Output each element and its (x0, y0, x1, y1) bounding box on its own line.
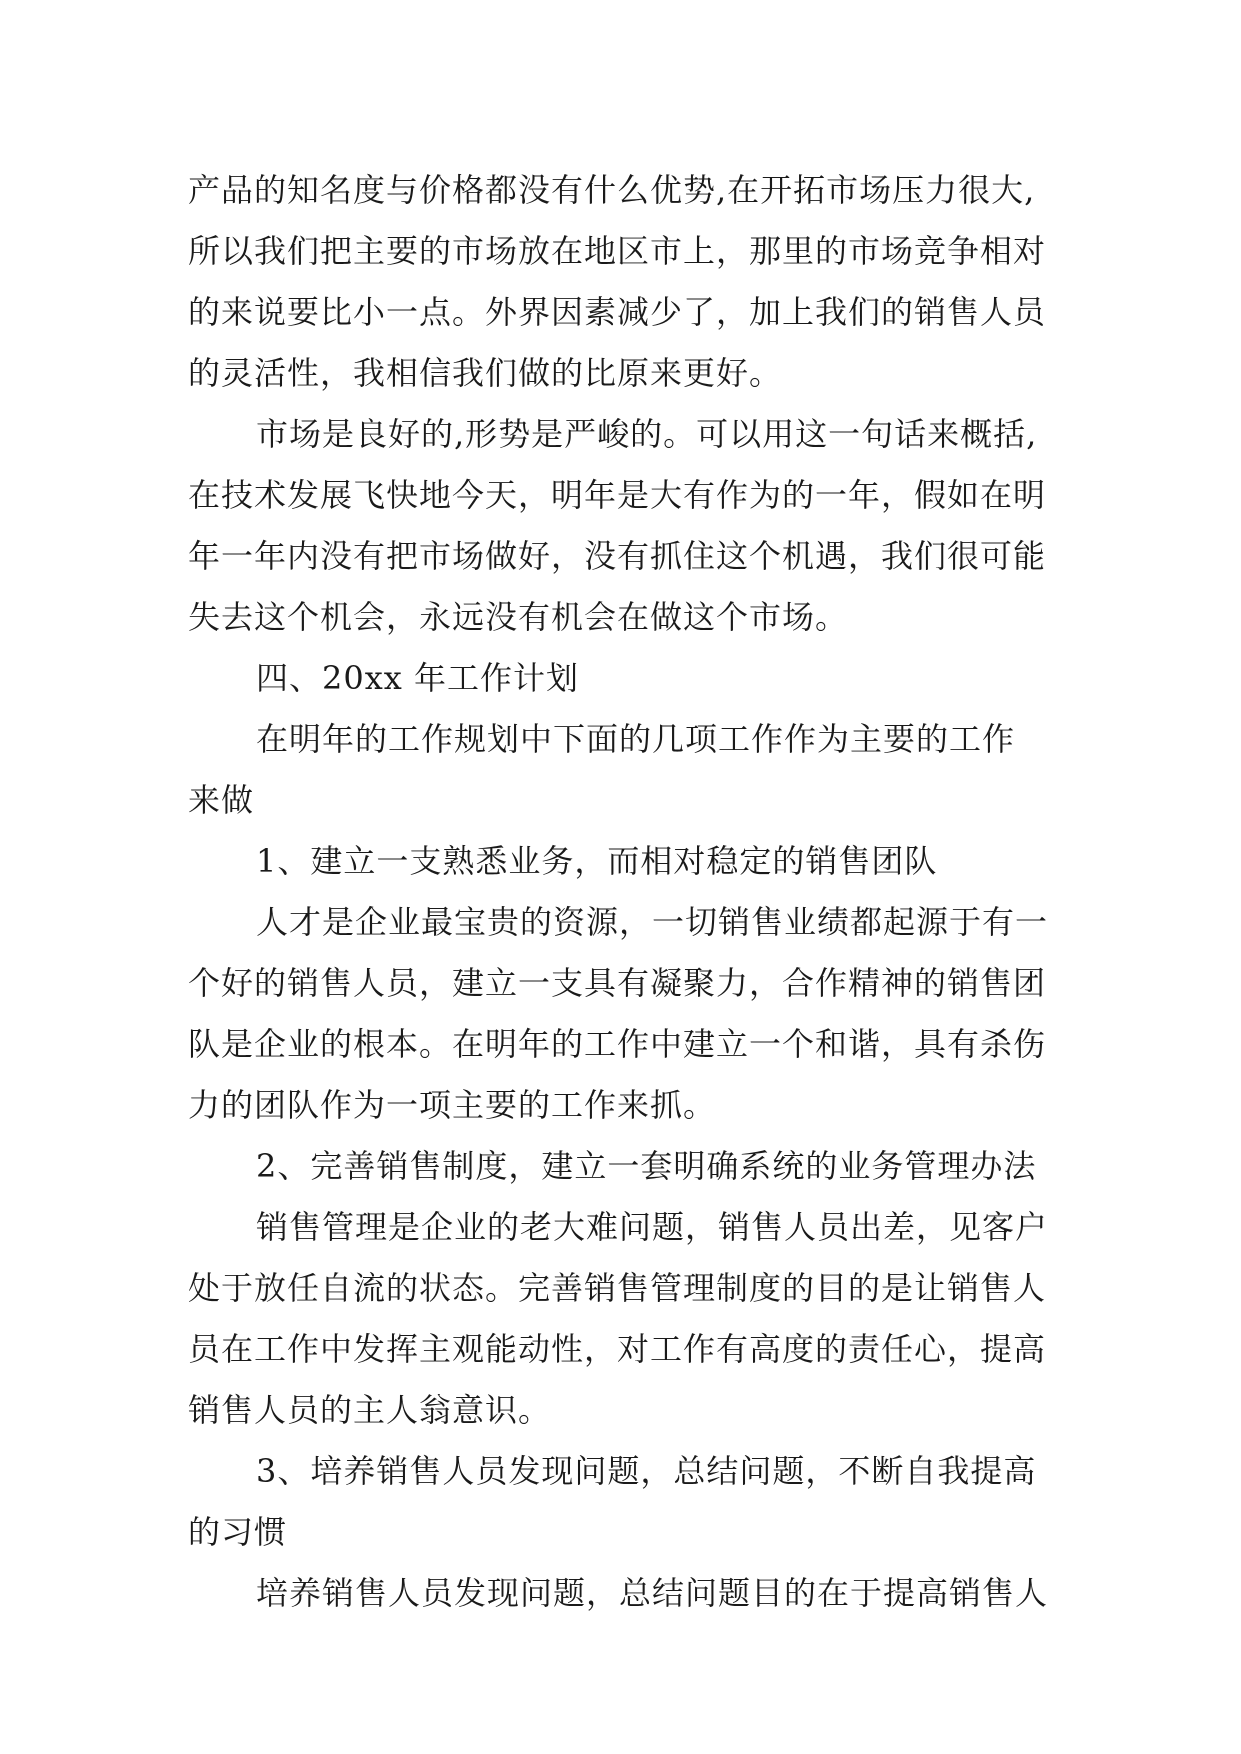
text-line: 队是企业的根本。在明年的工作中建立一个和谐，具有杀伤 (188, 1025, 1047, 1063)
section-heading: 四、20xx 年工作计划 (256, 659, 579, 697)
text-line: 培养销售人员发现问题，总结问题目的在于提高销售人 (256, 1574, 1049, 1612)
list-item-heading: 2、完善销售制度，建立一套明确系统的业务管理办法 (256, 1147, 1037, 1185)
text-line: 销售管理是企业的老大难问题，销售人员出差，见客户 (256, 1208, 1049, 1246)
text-line: 产品的知名度与价格都没有什么优势,在开拓市场压力很大, (188, 171, 1036, 209)
text-line: 所以我们把主要的市场放在地区市上，那里的市场竞争相对 (188, 232, 1047, 270)
text-line: 市场是良好的,形势是严峻的。可以用这一句话来概括, (256, 415, 1038, 453)
text-line: 的灵活性，我相信我们做的比原来更好。 (188, 354, 783, 392)
text-line: 的习惯 (188, 1513, 288, 1551)
text-line: 在明年的工作规划中下面的几项工作作为主要的工作 (256, 720, 1016, 758)
list-item-heading: 3、培养销售人员发现问题，总结问题，不断自我提高 (256, 1452, 1037, 1490)
text-line: 在技术发展飞快地今天，明年是大有作为的一年，假如在明 (188, 476, 1047, 514)
text-line: 年一年内没有把市场做好，没有抓住这个机遇，我们很可能 (188, 537, 1047, 575)
text-line: 员在工作中发挥主观能动性，对工作有高度的责任心，提高 (188, 1330, 1047, 1368)
text-line: 个好的销售人员，建立一支具有凝聚力，合作精神的销售团 (188, 964, 1047, 1002)
list-item-heading: 1、建立一支熟悉业务，而相对稳定的销售团队 (256, 842, 938, 880)
text-line: 失去这个机会，永远没有机会在做这个市场。 (188, 598, 849, 636)
text-line: 的来说要比小一点。外界因素减少了，加上我们的销售人员 (188, 293, 1047, 331)
text-line: 人才是企业最宝贵的资源，一切销售业绩都起源于有一 (256, 903, 1049, 941)
text-line: 力的团队作为一项主要的工作来抓。 (188, 1086, 717, 1124)
text-line: 来做 (188, 781, 255, 819)
text-line: 销售人员的主人翁意识。 (188, 1391, 552, 1429)
text-line: 处于放任自流的状态。完善销售管理制度的目的是让销售人 (188, 1269, 1047, 1307)
